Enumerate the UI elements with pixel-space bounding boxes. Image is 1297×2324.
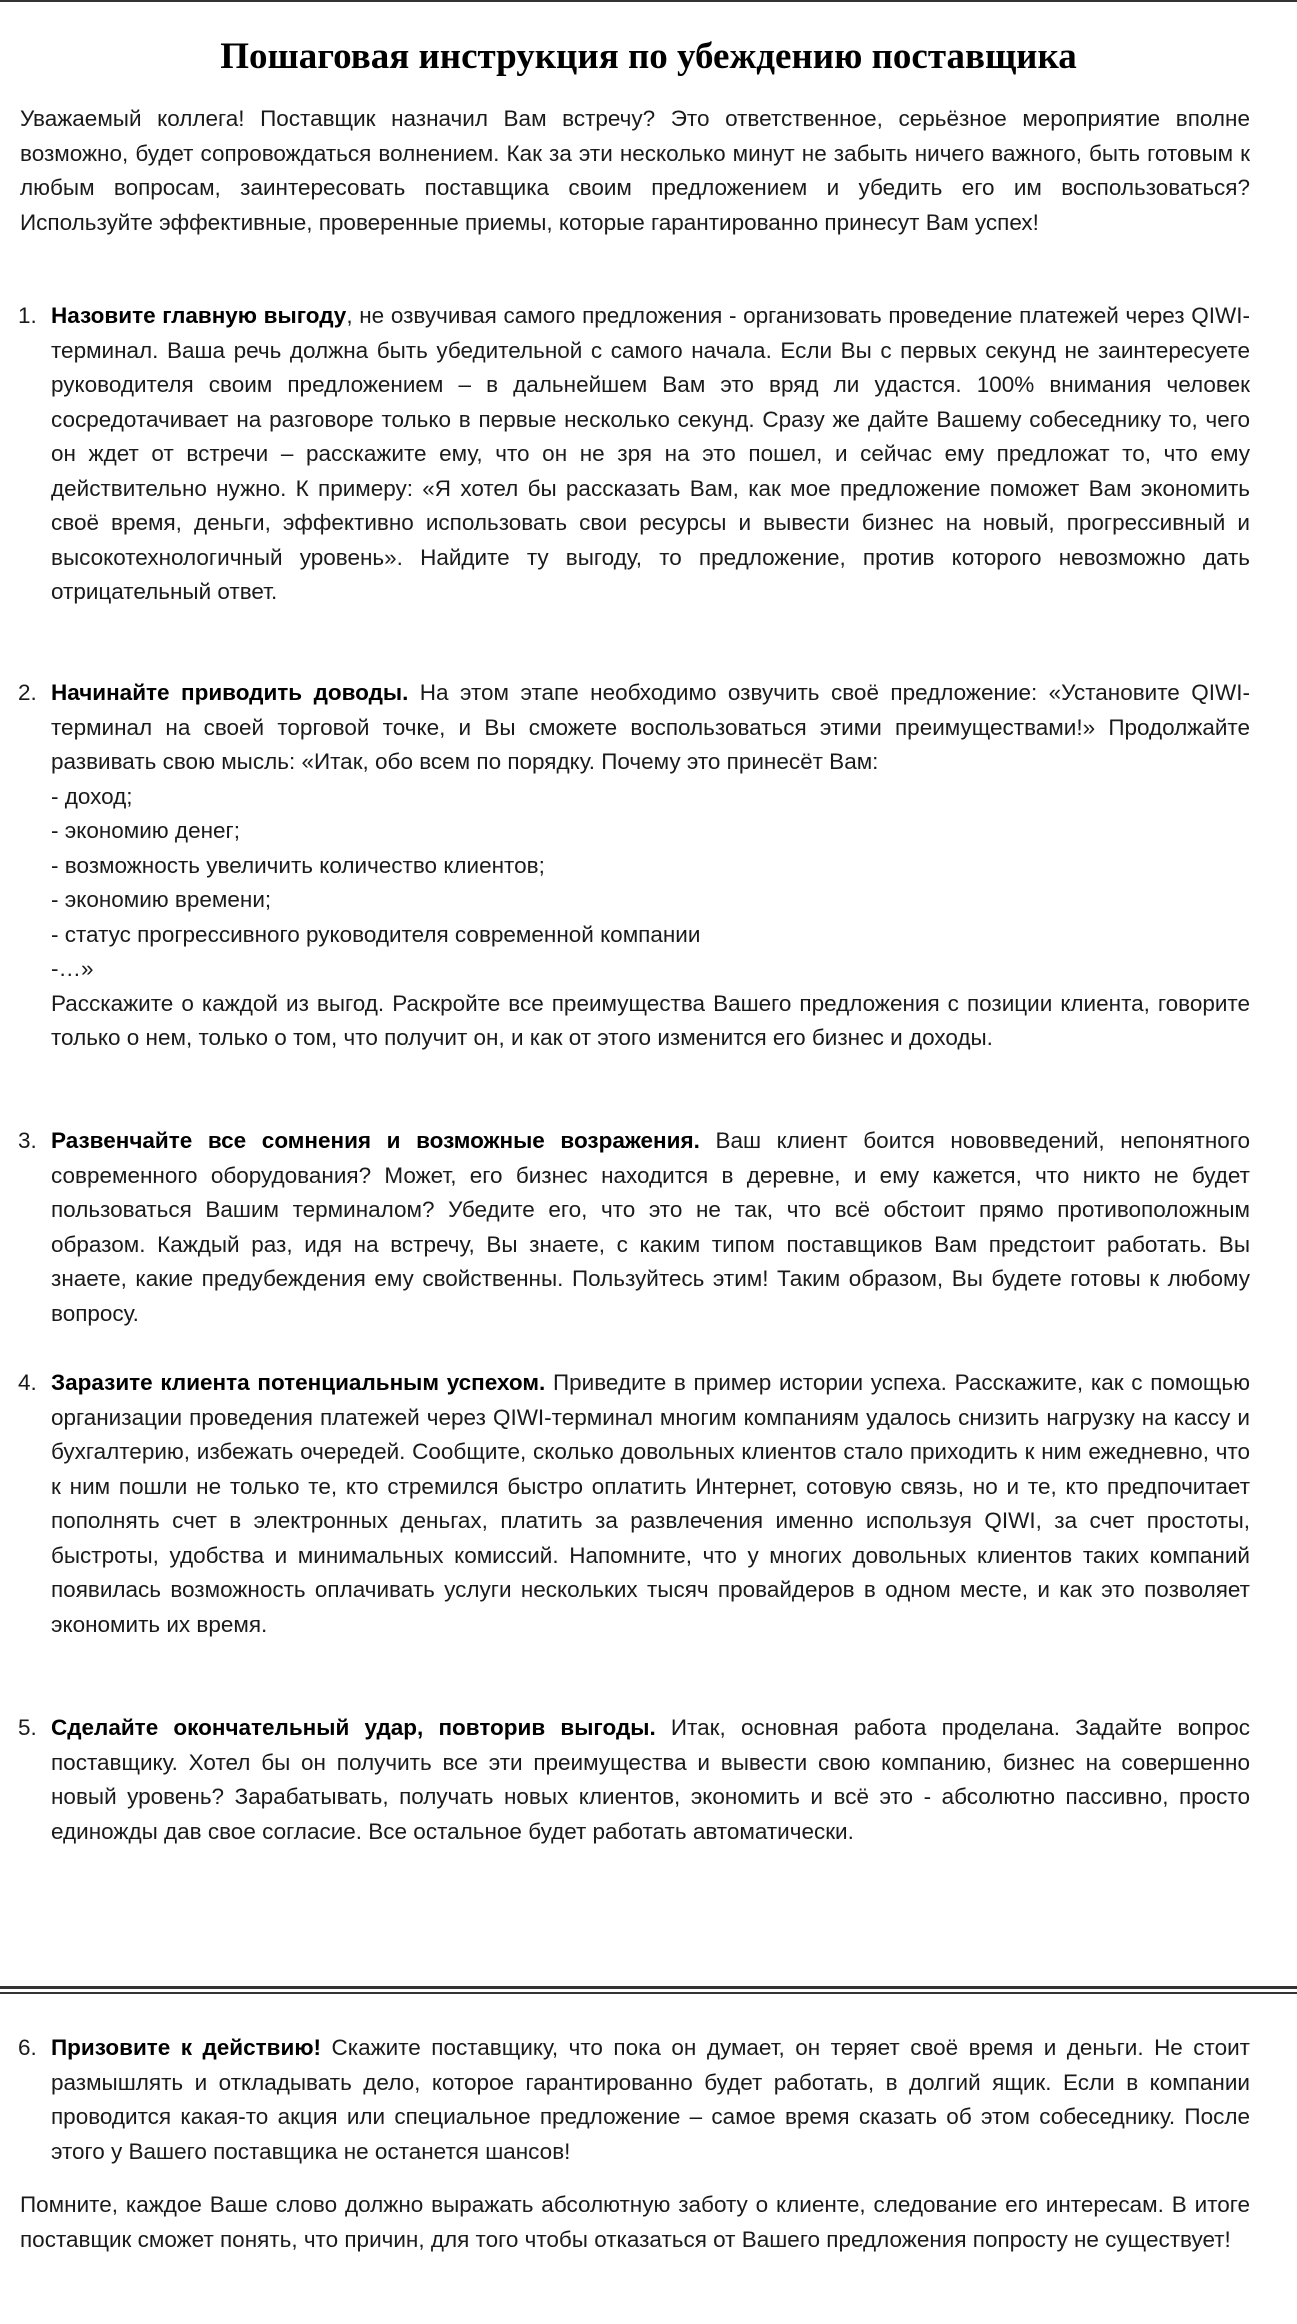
step-text bbox=[51, 1711, 1250, 1849]
step-body: На этом этапе необходимо озвучить своё предложение: «Установите QIWI-терминал на своей торговой точке, и Вы сможете воспользоваться этими преимуществами!» Продолжайте развивать свою мысль: «Итак, обо всем по порядку. Почему это принесёт Вам: bbox=[51, 680, 1250, 774]
step-number: 2. bbox=[18, 680, 37, 705]
top-border bbox=[0, 0, 1297, 2]
step-number: 5. bbox=[18, 1715, 37, 1740]
step-text bbox=[51, 1366, 1250, 1642]
step-number: 6. bbox=[18, 2035, 37, 2060]
step-6 bbox=[18, 2031, 1250, 2169]
step-number: 1. bbox=[18, 303, 37, 328]
list-item: - экономию времени; bbox=[51, 887, 272, 912]
list-item: - возможность увеличить количество клиентов; bbox=[51, 852, 545, 878]
step-body: Скажите поставщику, что пока он думает, он теряет своё время и деньги. Не стоит размышлять и откладывать дело, которое гарантированно будет работать, в долгий ящик. Если в компании проводится какая-то акция или специальное предложение – самое время сказать об этом собеседнику. После этого у Вашего поставщика не останется шансов! bbox=[51, 2035, 1250, 2164]
intro-paragraph: Уважаемый коллега! Поставщик назначил Вам встречу? Это ответственное, серьёзное мероприятие вполне возможно, будет сопровождаться волнением. Как за эти несколько минут не забыть ничего важного, быть готовым к любым вопросам, заинтересовать поставщика своим предложением и убедить его им воспользоваться? Используйте эффективные, проверенные приемы, которые гарантированно принесут Вам успех! bbox=[20, 106, 1250, 235]
step-heading: Развенчайте все сомнения и возможные возражения. bbox=[51, 1128, 700, 1153]
list-item: - статус прогрессивного руководителя современной компании bbox=[51, 921, 701, 947]
step-body: Итак, основная работа проделана. Задайте вопрос поставщику. Хотел бы он получить все эти преимущества и вывести свою компанию, бизнес на совершенно новый уровень? Зарабатывать, получать новых клиентов, экономить и всё это - абсолютно пассивно, просто единожды дав свое согласие. Все остальное будет работать автоматически. bbox=[51, 1715, 1250, 1844]
step-body: Ваш клиент боится нововведений, непонятного современного оборудования? Может, его бизнес находится в деревне, и ему кажется, что никто не будет пользоваться Вашим терминалом? Убедите его, что это не так, что всё обстоит прямо противоположным образом. Каждый раз, идя на встречу, Вы знаете, с каким типом поставщиков Вам предстоит работать. Вы знаете, какие предубеждения ему свойственны. Пользуйтесь этим! Таким образом, Вы будете готовы к любому вопросу. bbox=[51, 1128, 1250, 1326]
list-item: - доход; bbox=[51, 783, 133, 809]
step-conclusion: Расскажите о каждой из выгод. Раскройте все преимущества Вашего предложения с позиции клиента, говорите только о нем, только о том, что получит он, и как от этого изменится его бизнес и доходы. bbox=[51, 990, 1250, 1050]
page-break-divider bbox=[0, 1986, 1297, 1989]
step-2 bbox=[18, 676, 1250, 1056]
list-item: -…» bbox=[51, 956, 94, 981]
step-text bbox=[51, 299, 1250, 610]
step-heading: Призовите к действию! bbox=[51, 2035, 322, 2060]
step-number: 4. bbox=[18, 1370, 37, 1395]
step-heading: Сделайте окончательный удар, повторив выгоды. bbox=[51, 1715, 656, 1740]
step-heading: Заразите клиента потенциальным успехом. bbox=[51, 1370, 546, 1395]
step-1 bbox=[18, 299, 1250, 610]
step-3 bbox=[18, 1124, 1250, 1331]
step-number: 3. bbox=[18, 1128, 37, 1153]
step-text bbox=[51, 2031, 1250, 2169]
closing-paragraph: Помните, каждое Ваше слово должно выражать абсолютную заботу о клиенте, следование его интересам. В итоге поставщик сможет понять, что причин, для того чтобы отказаться от Вашего предложения попросту не существует! bbox=[20, 2192, 1250, 2252]
step-body: Приведите в пример истории успеха. Расскажите, как с помощью организации проведения платежей через QIWI-терминал многим компаниям удалось снизить нагрузку на кассу и бухгалтерию, избежать очередей. Сообщите, сколько довольных клиентов стало приходить к ним ежедневно, что к ним пошли не только те, кто стремился быстро оплатить Интернет, сотовую связь, но и те, кто предпочитает пополнять счет в электронных деньгах, платить за развлечения именно используя QIWI, за счет простоты, быстроты, удобства и минимальных комиссий. Напомните, что у многих довольных клиентов таких компаний появилась возможность оплачивать услуги нескольких тысяч провайдеров в одном месте, и как это позволяет экономить их время. bbox=[51, 1370, 1250, 1637]
step-body: , не озвучивая самого предложения - организовать проведение платежей через QIWI-терминал. Ваша речь должна быть убедительной с самого начала. Если Вы с первых секунд не заинтересуете руководителя своим предложением – в дальнейшем Вам это вряд ли удастся. 100% внимания человек сосредотачивает на разговоре только в первые несколько секунд. Сразу же дайте Вашему собеседнику то, чего он ждет от встречи – расскажите ему, что он не зря на это пошел, и сейчас ему предложат то, что ему действительно нужно. К примеру: «Я хотел бы рассказать Вам, как мое предложение поможет Вам экономить своё время, деньги, эффективно использовать свои ресурсы и вывести бизнес на новый, прогрессивный и высокотехнологичный уровень». Найдите ту выгоду, то предложение, против которого невозможно дать отрицательный ответ. bbox=[51, 303, 1250, 604]
step-heading: Назовите главную выгоду bbox=[51, 303, 347, 328]
document-title: Пошаговая инструкция по убеждению поставщика bbox=[220, 36, 1077, 77]
step-4 bbox=[18, 1366, 1250, 1642]
page-break-divider bbox=[0, 1992, 1297, 1994]
step-text bbox=[51, 1124, 1250, 1331]
step-heading: Начинайте приводить доводы. bbox=[51, 680, 409, 705]
list-item: - экономию денег; bbox=[51, 818, 240, 843]
step-text bbox=[51, 676, 1250, 1056]
step-5 bbox=[18, 1711, 1250, 1849]
